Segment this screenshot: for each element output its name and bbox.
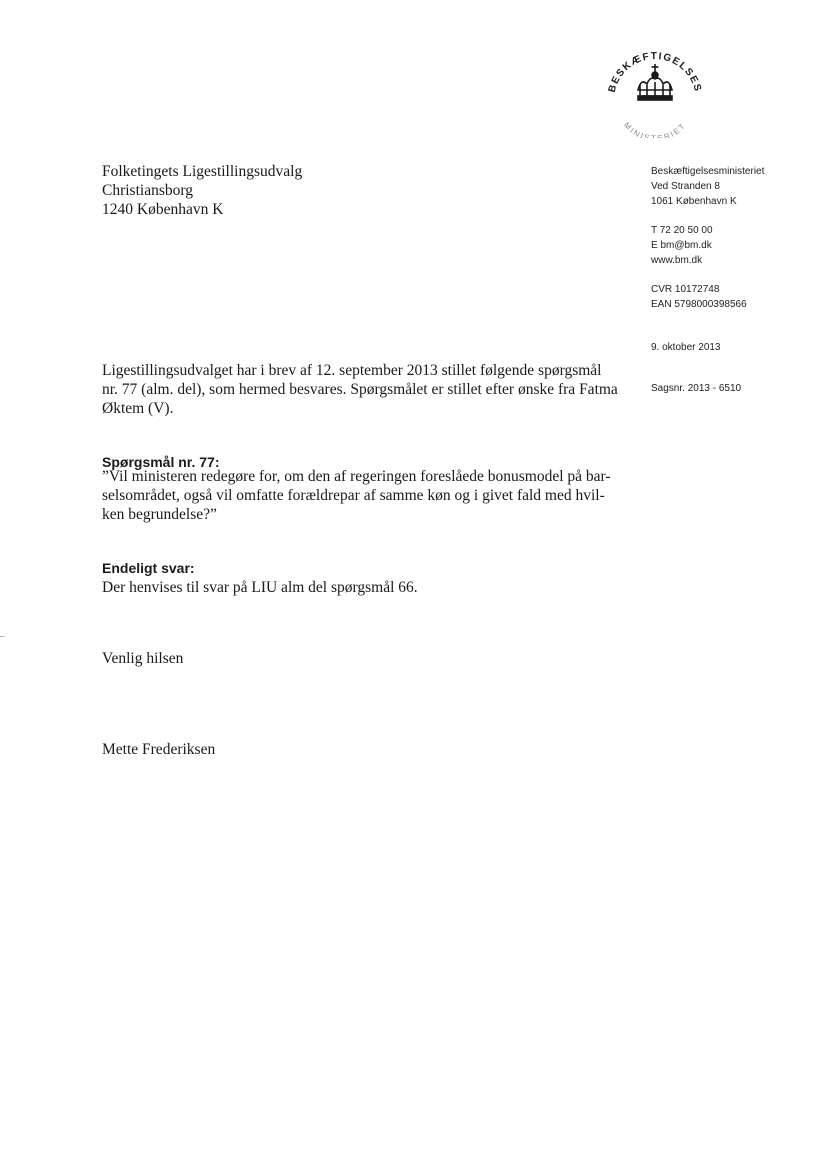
sender-ean: EAN 5798000398566 (651, 299, 747, 310)
margin-mark (0, 636, 5, 637)
closing-greeting: Venlig hilsen (102, 650, 184, 667)
svg-text:MINISTERIET (622, 121, 688, 138)
answer-heading: Endeligt svar: (102, 560, 195, 576)
intro-line: nr. 77 (alm. del), som hermed besvares. Spørgsmålet er stillet efter ønske fra Fatma (102, 381, 618, 398)
letter-date: 9. oktober 2013 (651, 342, 721, 353)
sender-name: Beskæftigelsesministeriet (651, 166, 765, 177)
crown-icon (638, 64, 672, 100)
sender-web: www.bm.dk (651, 255, 703, 266)
signature-name: Mette Frederiksen (102, 741, 216, 758)
recipient-line: Christiansborg (102, 182, 193, 199)
question-heading: Spørgsmål nr. 77: (102, 454, 220, 470)
recipient-line: 1240 København K (102, 201, 224, 218)
intro-line: Øktem (V). (102, 400, 174, 417)
question-text (102, 467, 611, 524)
recipient-line: Folketingets Ligestillingsudvalg (102, 163, 303, 180)
answer-text: Der henvises til svar på LIU alm del spørgsmål 66. (102, 579, 418, 596)
ministry-logo (600, 38, 710, 138)
question-line: ken begrundelse?” (102, 506, 217, 523)
sender-email: E bm@bm.dk (651, 240, 712, 251)
sender-street: Ved Stranden 8 (651, 181, 720, 192)
logo-arc-bottom: MINIS RIET (621, 120, 688, 138)
question-line: selsområdet, også vil omfatte forældrepar af samme køn og i givet fald med hvil- (102, 487, 605, 504)
case-number: Sagsnr. 2013 - 6510 (651, 383, 742, 394)
sender-cvr: CVR 10172748 (651, 284, 720, 295)
intro-line: Ligestillingsudvalget har i brev af 12. september 2013 stillet følgende spørgsmål (102, 362, 602, 379)
logo-arc-top: BESKÆFTIGELSES (606, 50, 704, 94)
sender-info (651, 164, 764, 396)
question-line: ”Vil ministeren redegøre for, om den af regeringen foreslåede bonusmodel på bar- (102, 468, 611, 485)
sender-phone: T 72 20 50 00 (651, 225, 713, 236)
sender-city: 1061 København K (651, 196, 737, 207)
recipient-address (102, 162, 302, 219)
crown-seal-icon (600, 38, 710, 138)
intro-paragraph (102, 361, 618, 418)
